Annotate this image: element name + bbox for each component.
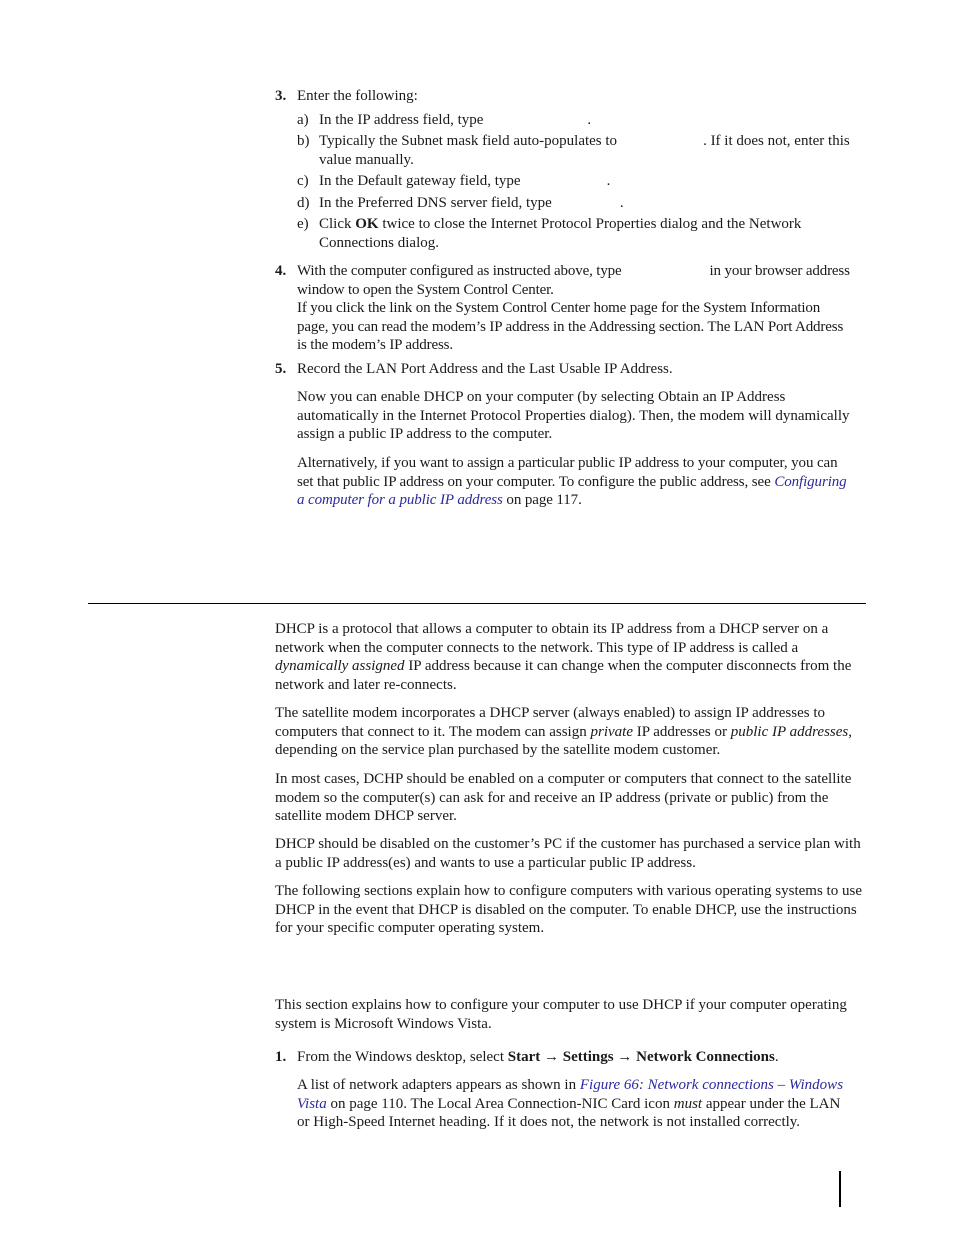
substep-e-label: e): [297, 216, 309, 232]
dhcp-para-2: [275, 704, 867, 760]
substep-b-text: [319, 132, 866, 169]
step-4-text: [297, 262, 866, 355]
substep-a-label: a): [297, 112, 309, 128]
substep-d-label: d): [297, 195, 310, 211]
dhcp-p2-l2-pre: computers that connect to it. The modem can assign: [275, 723, 587, 740]
step-4-line2: window to open the System Control Center.: [297, 281, 554, 298]
vista-step-1-pre: From the Windows desktop, select: [297, 1049, 505, 1065]
vista-para: [297, 1076, 866, 1132]
substep-a-post: .: [587, 112, 592, 128]
must-term: must: [673, 1095, 703, 1112]
substep-b-pre: Typically the Subnet mask field auto-populates to: [319, 133, 618, 149]
substep-c-post: .: [606, 173, 611, 189]
para-2-post: on page 117.: [506, 492, 582, 509]
substep-e-line2: Connections dialog.: [319, 234, 439, 251]
step-3-text: Enter the following:: [297, 88, 418, 104]
dhcp-para-4: DHCP should be disabled on the customer’s PC if the customer has purchased a service plan with a public IP address(es) and wants to use a particular public IP address.: [275, 836, 861, 871]
dhcp-p1-l1: DHCP is a protocol that allows a computer to obtain its IP address from a DHCP server on a: [275, 621, 829, 637]
substep-c-label: c): [297, 173, 309, 189]
settings-menu-label: Settings: [562, 1049, 614, 1065]
substep-d-post: .: [619, 195, 624, 211]
configuring-public-ip-link[interactable]: Configuring: [774, 473, 847, 490]
substep-d-text: [319, 194, 866, 213]
substep-e-text: [319, 215, 866, 252]
network-connections-label: Network Connections: [636, 1049, 775, 1065]
dhcp-p1-l3: IP address because it can change when the computer disconnects from the: [408, 658, 852, 675]
arrow-1: →: [544, 1049, 560, 1065]
figure-66-link[interactable]: Figure 66: Network connections – Windows: [579, 1077, 844, 1093]
para-2-line-1: Alternatively, if you want to assign a particular public IP address to your computer, you can: [297, 455, 838, 471]
vista-para-pre: A list of network adapters appears as shown in: [297, 1077, 577, 1093]
ok-label: OK: [355, 216, 379, 232]
step-3-number: 3.: [275, 88, 287, 104]
dhcp-para-5: The following sections explain how to configure computers with various operating systems to use DHCP in the event that DHCP is disabled on the computer. To enable DHCP, use the instructions for your specific computer operating system.: [275, 883, 862, 937]
dhcp-p2-l2-mid: IP addresses or: [636, 723, 727, 740]
step-4-post: in your browser address: [709, 263, 850, 279]
substep-b-post: . If it does not, enter this: [703, 133, 850, 149]
dhcp-para-1: [275, 620, 867, 694]
vista-para-post: appear under the LAN: [705, 1095, 841, 1112]
vista-step-1-period: .: [774, 1049, 779, 1065]
substep-e-post: twice to close the Internet Protocol Properties dialog and the Network: [382, 216, 802, 232]
substep-b-label: b): [297, 133, 310, 149]
arrow-2: →: [617, 1049, 633, 1065]
substep-a-pre: In the IP address field, type: [319, 112, 484, 128]
vista-intro: This section explains how to configure your computer to use DHCP if your computer operating system is Microsoft Windows Vista.: [275, 997, 847, 1032]
substep-c-pre: In the Default gateway field, type: [319, 173, 521, 189]
vista-para-mid: on page 110. The Local Area Connection-NIC Card icon: [330, 1095, 670, 1112]
dhcp-p2-l3: depending on the service plan purchased by the satellite modem customer.: [275, 742, 721, 759]
step-5-para-1: Now you can enable DHCP on your computer (by selecting Obtain an IP Address automatically in the Internet Protocol Properties dialog). Then, the modem will dynamically assign a public IP address to the computer.: [297, 389, 850, 443]
substep-b-line2: value manually.: [319, 151, 414, 168]
step-5-text: Record the LAN Port Address and the Last Usable IP Address.: [297, 361, 673, 377]
substep-a-text: [319, 111, 866, 130]
vista-step-1-number: 1.: [275, 1049, 287, 1065]
vista-step-1-text: [297, 1048, 866, 1067]
page-margin-bar: [839, 1171, 841, 1207]
dhcp-p2-comma: ,: [848, 723, 852, 740]
substep-d-pre: In the Preferred DNS server field, type: [319, 195, 552, 211]
dhcp-p2-l1: The satellite modem incorporates a DHCP server (always enabled) to assign IP addresses to: [275, 705, 825, 721]
private-term: private: [590, 723, 633, 740]
step-5-para-2: [297, 454, 866, 510]
public-ip-term: public IP addresses: [730, 723, 849, 740]
substep-e-pre: Click: [319, 216, 352, 232]
step-4-line3: If you click the link on the System Control Center home page for the System Information: [297, 300, 821, 317]
para-2-line-2: set that public IP address on your computer. To configure the public address, see: [297, 473, 771, 490]
step-4-line4: page, you can read the modem’s IP address in the Addressing section. The LAN Port Address: [297, 318, 844, 335]
vista-para-l3: or High-Speed Internet heading. If it does not, the network is not installed correctly.: [297, 1114, 801, 1131]
configuring-public-ip-link-cont[interactable]: a computer for a public IP address: [297, 492, 503, 509]
start-menu-label: Start: [507, 1049, 541, 1065]
dhcp-p1-l4: network and later re-connects.: [275, 676, 457, 693]
dynamically-assigned-term: dynamically assigned: [275, 658, 405, 675]
step-4-number: 4.: [275, 263, 287, 279]
substep-c-text: [319, 172, 866, 191]
figure-66-link-cont[interactable]: Vista: [297, 1095, 327, 1112]
step-4-pre: With the computer configured as instructed above, type: [297, 263, 622, 279]
dhcp-p1-l2: network when the computer connects to the network. This type of IP address is called a: [275, 639, 799, 656]
step-4-line5: is the modem’s IP address.: [297, 337, 453, 354]
step-5-number: 5.: [275, 361, 287, 377]
section-divider: [88, 603, 866, 604]
dhcp-para-3: In most cases, DCHP should be enabled on a computer or computers that connect to the satellite modem so the computer(s) can ask for and receive an IP address (private or public) from the satellite modem DHCP server.: [275, 771, 852, 825]
